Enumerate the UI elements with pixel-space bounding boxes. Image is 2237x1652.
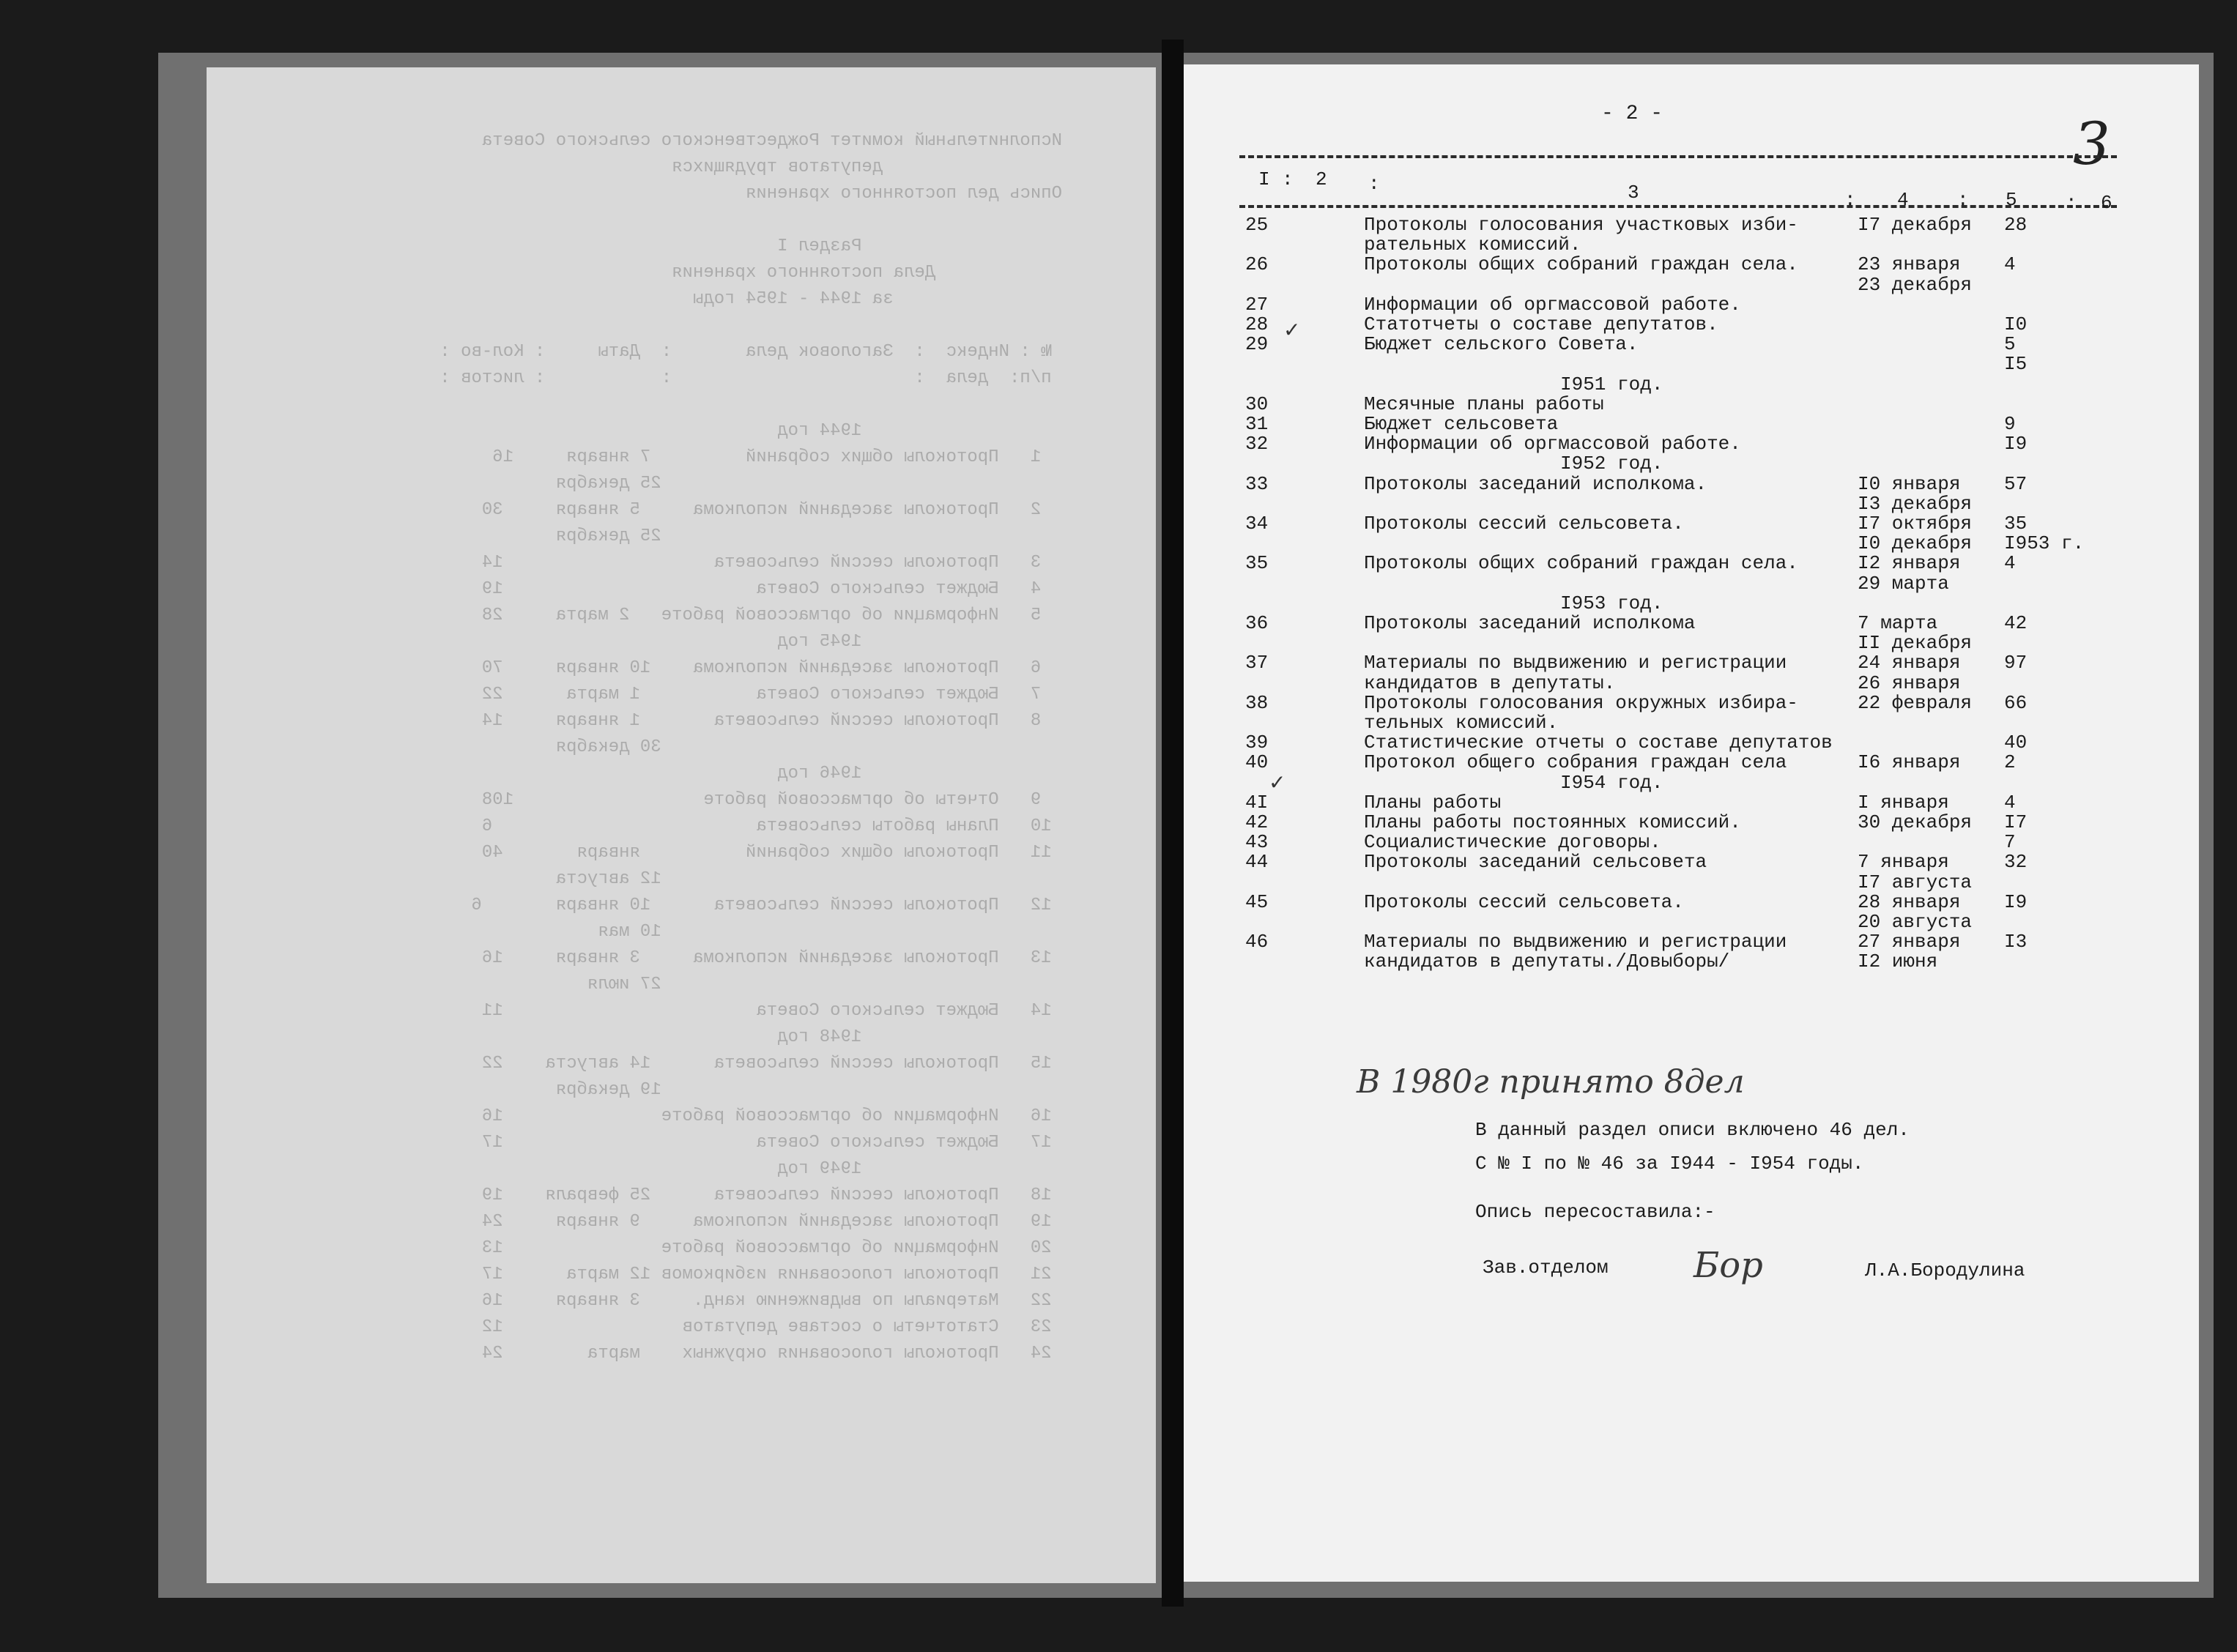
- row-date: II декабря: [1858, 632, 1973, 655]
- row-title: Протоколы сессий сельсовета.: [1364, 890, 1684, 913]
- check-mark-icon: ✓: [1283, 318, 1301, 342]
- row-title: Месячные планы работы: [1364, 392, 1604, 415]
- row-title: Планы работы: [1364, 791, 1502, 814]
- row-title: Протоколы заседаний исполкома.: [1364, 472, 1707, 495]
- row-date: 28 января: [1858, 890, 1961, 913]
- row-sheet-count: I9: [2004, 890, 2028, 913]
- row-title: Протоколы общих собраний граждан села.: [1364, 552, 1798, 575]
- row-number: 34: [1245, 513, 1269, 535]
- row-sheet-count: 42: [2004, 612, 2028, 634]
- row-number: 4I: [1245, 791, 1269, 814]
- row-title: Протоколы голосования окружных избира-: [1364, 691, 1798, 714]
- row-sheet-count: I953 г.: [2004, 532, 2085, 555]
- row-title: Материалы по выдвижению и регистрации: [1364, 652, 1787, 674]
- row-date: 27 января: [1858, 931, 1961, 953]
- row-date: I января: [1858, 791, 1949, 814]
- row-date: 20 августа: [1858, 911, 1973, 933]
- row-sheet-count: 66: [2004, 691, 2028, 714]
- compiler-name: Л.А.Бородулина: [1865, 1260, 2025, 1281]
- row-sheet-count: 7: [2004, 831, 2016, 854]
- summary-line-1: В данный раздел описи включено 46 дел.: [1475, 1119, 1910, 1141]
- row-number: 26: [1245, 253, 1269, 276]
- row-date: I6 января: [1858, 751, 1961, 774]
- row-sheet-count: I0: [2004, 313, 2028, 335]
- row-date: I2 января: [1858, 552, 1961, 575]
- year-heading: I952 год.: [1560, 453, 1663, 475]
- row-sheet-count: I3: [2004, 931, 2028, 953]
- col-header-4: 4: [1897, 189, 1909, 211]
- row-title: Статотчеты о составе депутатов.: [1364, 313, 1718, 335]
- row-sheet-count: 4: [2004, 552, 2016, 575]
- corner-handwritten-number: 3: [2073, 110, 2110, 178]
- row-date: I3 декабря: [1858, 492, 1973, 515]
- row-title: Социалистические договоры.: [1364, 831, 1661, 854]
- row-title: кандидатов в депутаты./Довыборы/: [1364, 950, 1730, 973]
- row-sheet-count: 2: [2004, 751, 2016, 774]
- row-number: 43: [1245, 831, 1269, 854]
- row-title: Протоколы голосования участковых изби-: [1364, 214, 1798, 236]
- row-title: Материалы по выдвижению и регистрации: [1364, 931, 1787, 953]
- row-sheet-count: 32: [2004, 851, 2028, 874]
- col-header-2: 2: [1316, 168, 1327, 190]
- row-sheet-count: 4: [2004, 791, 2016, 814]
- row-title: тельных комиссий.: [1364, 712, 1559, 734]
- row-sheet-count: I5: [2004, 353, 2028, 376]
- row-sheet-count: 97: [2004, 652, 2028, 674]
- row-number: 44: [1245, 851, 1269, 874]
- row-title: Статистические отчеты о составе депутатов: [1364, 732, 1833, 754]
- row-title: Протоколы заседаний сельсовета: [1364, 851, 1707, 874]
- row-sheet-count: I7: [2004, 811, 2028, 833]
- row-title: кандидатов в депутаты.: [1364, 671, 1616, 694]
- row-number: 40: [1245, 751, 1269, 774]
- row-date: I7 декабря: [1858, 214, 1973, 236]
- header-rule-bottom: [1239, 205, 2117, 208]
- row-number: 25: [1245, 214, 1269, 236]
- row-title: рательных комиссий.: [1364, 234, 1581, 256]
- left-page-bleed-through-text: Исполнительный комитет Рождественского сельского Совета депутатов трудящихся Опись дел постоянного хранения Раздел I Дела постоянного хранения за 1944 - 1954 годы № : Индекс : Заголовок дела : Даты : Кол-во : п/п: дела : : : листов : 1944 год 1 Протоколы общих собраний 7 января 16 25 декабря 2 Протоколы заседаний исполкома 5 января 30 25 декабря 3 Протоколы сессий сельсовета 14 4 Бюджет сельского Совета 19 5 Информации об оргмассовой работе 2 марта 28 1945 год 6 Протоколы заседаний исполкома 10 января 70 7 Бюджет сельского Совета 1 марта 22 8 Протоколы сессий сельсовета 1 января 14 30 декабря 1946 год 9 Отчеты об оргмассовой работе 108 10 Планы работы сельсовета 6 11 Протоколы общих собраний января 40 12 августа 12 Протоколы сессий сельсовета 10 января 6 10 мая 13 Протоколы заседаний исполкома 3 января 16 27 июля 14 Бюджет сельского Совета 11 1948 год 15 Протоколы сессий сельсовета 14 августа 22 19 декабря 16 Информации об оргмассовой работе 16 17 Бюджет сельского Совета 17 1949 год 18 Протоколы сессий сельсовета 25 февраля 19 19 Протоколы заседаний исполкома 9 января 24 20 Информации об оргмассовой работе 13 21 Протоколы голосования избиркомов 12 марта 17 22 Материалы по выдвижению канд. 3 января 16 23 Статотчеты о составе депутатов 12 24 Протоколы голосования окружных марта 24: [439, 131, 1062, 1363]
- row-date: I7 октября: [1858, 513, 1973, 535]
- col-header-6: 6: [2101, 192, 2112, 214]
- year-heading: I951 год.: [1560, 373, 1663, 395]
- row-sheet-count: 57: [2004, 472, 2028, 495]
- row-number: 36: [1245, 612, 1269, 634]
- summary-line-2: С № I по № 46 за I944 - I954 годы.: [1475, 1153, 1864, 1175]
- row-sheet-count: 35: [2004, 513, 2028, 535]
- check-mark-icon: ✓: [1269, 770, 1286, 795]
- row-number: 28: [1245, 313, 1269, 335]
- col-header-3: 3: [1628, 182, 1639, 204]
- row-date: 24 января: [1858, 652, 1961, 674]
- compiled-by-label: Опись пересоставила:-: [1475, 1201, 1715, 1223]
- row-date: I0 января: [1858, 472, 1961, 495]
- row-number: 42: [1245, 811, 1269, 833]
- row-sheet-count: 5: [2004, 333, 2016, 356]
- row-number: 46: [1245, 931, 1269, 953]
- year-heading: I954 год.: [1560, 771, 1663, 794]
- row-title: Информации об оргмассовой работе.: [1364, 293, 1741, 316]
- row-date: 30 декабря: [1858, 811, 1973, 833]
- row-number: 32: [1245, 433, 1269, 455]
- header-rule-top: [1239, 155, 2117, 158]
- row-number: 29: [1245, 333, 1269, 356]
- row-title: Протоколы заседаний исполкома: [1364, 612, 1696, 634]
- row-number: 27: [1245, 293, 1269, 316]
- row-sheet-count: 40: [2004, 732, 2028, 754]
- row-title: Протокол общего собрания граждан села: [1364, 751, 1787, 774]
- col-header-5: 5: [2006, 189, 2017, 211]
- row-sheet-count: I9: [2004, 433, 2028, 455]
- row-date: 7 января: [1858, 851, 1949, 874]
- row-sheet-count: 4: [2004, 253, 2016, 276]
- row-title: Планы работы постоянных комиссий.: [1364, 811, 1741, 833]
- signature: Бор: [1693, 1245, 1763, 1286]
- row-number: 45: [1245, 890, 1269, 913]
- row-title: Бюджет сельсовета: [1364, 413, 1559, 435]
- row-title: Информации об оргмассовой работе.: [1364, 433, 1741, 455]
- row-number: 38: [1245, 691, 1269, 714]
- row-date: 23 декабря: [1858, 273, 1973, 296]
- year-heading: I953 год.: [1560, 592, 1663, 614]
- book-spine: [1162, 40, 1184, 1607]
- row-title: Протоколы общих собраний граждан села.: [1364, 253, 1798, 276]
- row-number: 37: [1245, 652, 1269, 674]
- row-date: I2 июня: [1858, 950, 1938, 973]
- row-date: 7 марта: [1858, 612, 1938, 634]
- row-number: 31: [1245, 413, 1269, 435]
- row-number: 35: [1245, 552, 1269, 575]
- row-date: I0 декабря: [1858, 532, 1973, 555]
- page-number: - 2 -: [1601, 103, 1663, 125]
- position-label: Зав.отделом: [1483, 1257, 1609, 1279]
- row-date: 22 февраля: [1858, 691, 1973, 714]
- row-date: 29 марта: [1858, 572, 1949, 595]
- row-sheet-count: 9: [2004, 413, 2016, 435]
- row-number: 33: [1245, 472, 1269, 495]
- col-header-1: I: [1258, 168, 1270, 190]
- row-title: Протоколы сессий сельсовета.: [1364, 513, 1684, 535]
- row-number: 30: [1245, 392, 1269, 415]
- row-title: Бюджет сельского Совета.: [1364, 333, 1639, 356]
- row-number: 39: [1245, 732, 1269, 754]
- row-sheet-count: 28: [2004, 214, 2028, 236]
- row-date: 26 января: [1858, 671, 1961, 694]
- handwritten-note: В 1980г принято 8дел: [1357, 1063, 1745, 1101]
- row-date: 23 января: [1858, 253, 1961, 276]
- row-date: I7 августа: [1858, 871, 1973, 893]
